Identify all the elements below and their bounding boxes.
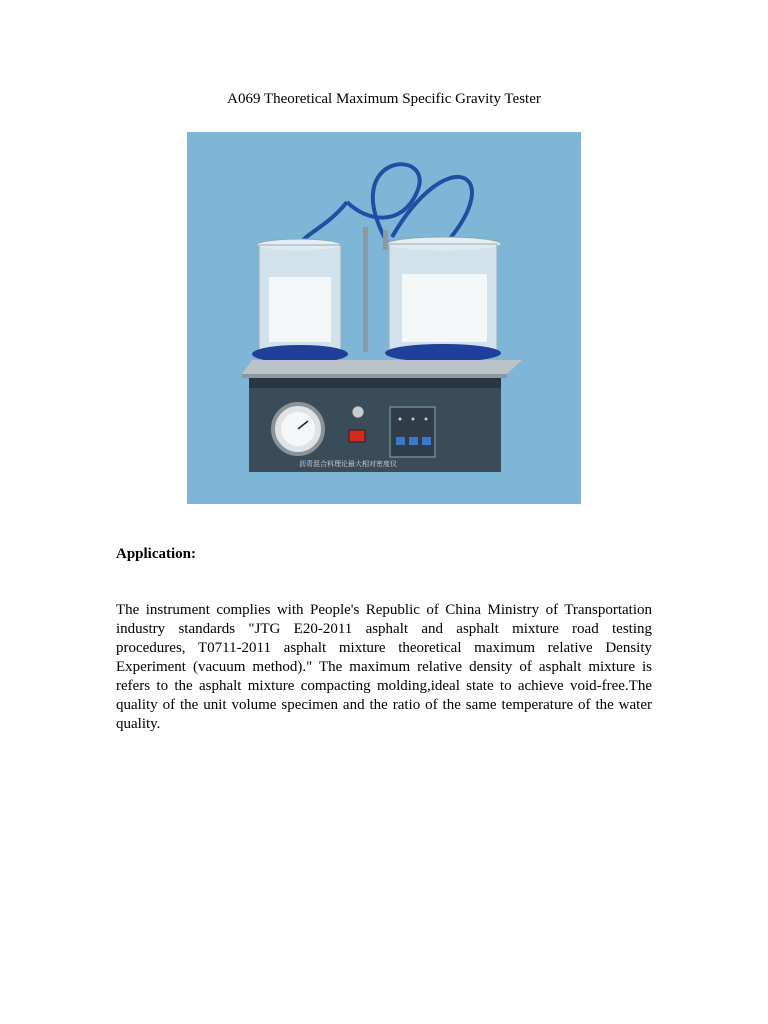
- panel-label: 沥青混合料理论最大相对密度仪: [299, 460, 397, 468]
- paragraph-line: industry standards "JTG E20-2011 asphalt and asphalt mixture road testing: [116, 621, 652, 637]
- paragraph-line: refers to the asphalt mixture compacting molding,ideal state to achieve void-free.The: [116, 678, 652, 694]
- paragraph-line: The instrument complies with People's Republic of China Ministry of Transportation: [116, 602, 652, 618]
- paragraph-line: quality.: [116, 716, 161, 732]
- document-title: A069 Theoretical Maximum Specific Gravity Tester: [227, 91, 541, 107]
- paragraph-line: quality of the unit volume specimen and the ratio of the same temperature of the water: [116, 697, 652, 713]
- application-paragraph: [116, 601, 652, 734]
- product-photo: [187, 132, 581, 504]
- paragraph-line: procedures, T0711-2011 asphalt mixture theoretical maximum relative Density: [116, 640, 652, 656]
- section-heading: Application:: [116, 546, 197, 562]
- paragraph-line: Experiment (vacuum method)." The maximum relative density of asphalt mixture is: [116, 659, 652, 675]
